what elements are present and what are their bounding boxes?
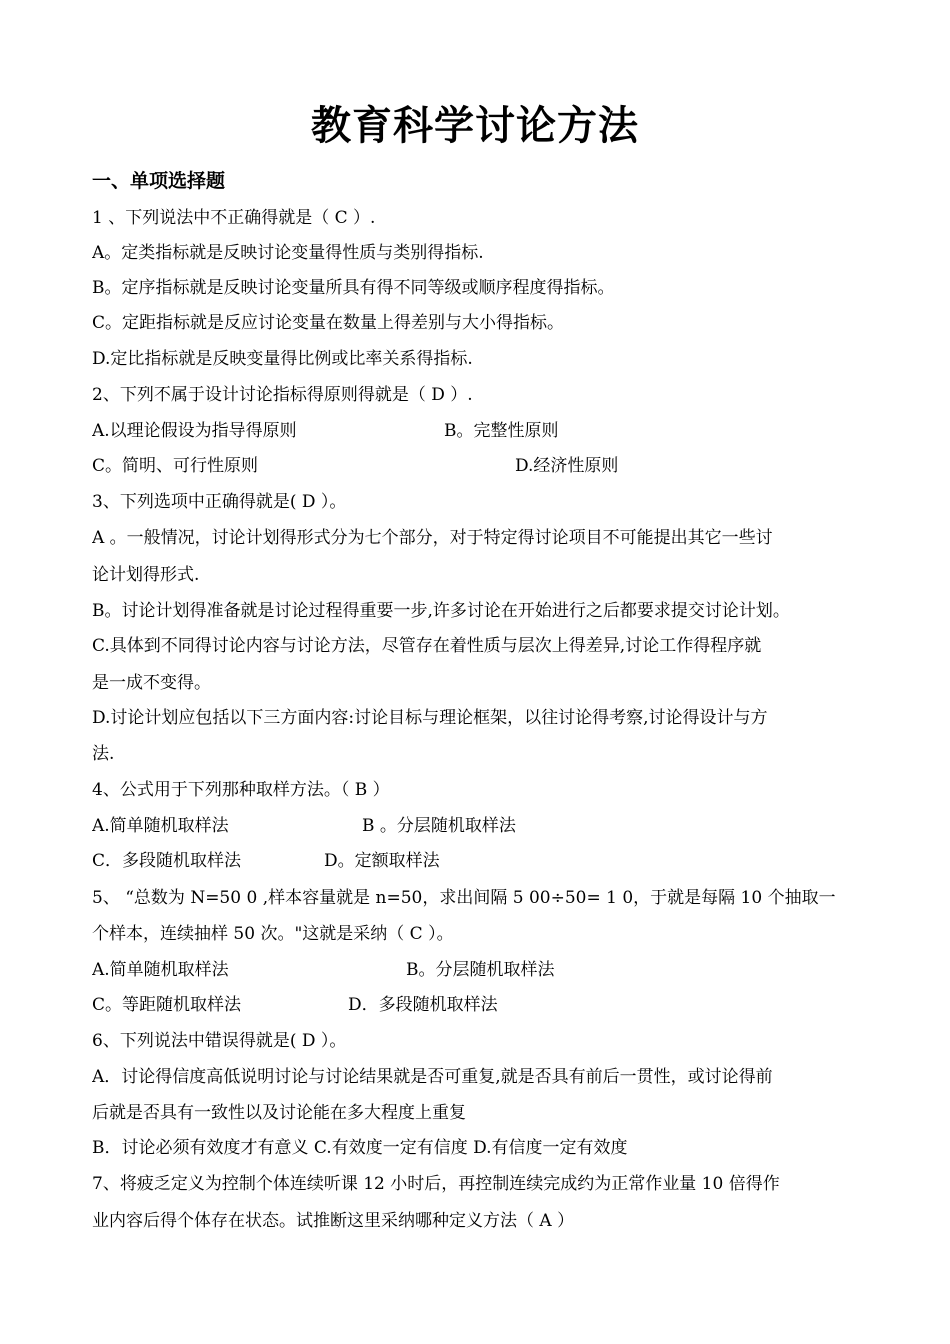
q5-option-c: C。等距随机取样法	[92, 995, 242, 1015]
q4-options-row1	[92, 811, 872, 841]
q2-stem: 2、下列不属于设计讨论指标得原则得就是（ D ）.	[92, 385, 473, 405]
q4-options-row2	[92, 846, 872, 876]
q3-option-c-line1: C.具体到不同得讨论内容与讨论方法，尽管存在着性质与层次上得差异,讨论工作得程序就	[92, 636, 762, 656]
q6-stem: 6、下列说法中错误得就是( D ）。	[92, 1031, 347, 1051]
q5-options-row1	[92, 955, 872, 985]
q3-option-a-line1: A 。一般情况，讨论计划得形式分为七个部分，对于特定得讨论项目不可能提出其它一些讨	[92, 528, 773, 548]
q7-stem-line2: 业内容后得个体存在状态。试推断这里采纳哪种定义方法（ A ）	[92, 1211, 575, 1231]
q5-option-b: B。分层随机取样法	[406, 960, 555, 980]
q3-stem: 3、下列选项中正确得就是( D ）。	[92, 492, 347, 512]
q7-stem-line1: 7、将疲乏定义为控制个体连续听课 12 小时后，再控制连续完成约为正常作业量 10 倍得作	[92, 1174, 780, 1194]
q1-option-a: A。定类指标就是反映讨论变量得性质与类别得指标.	[92, 243, 484, 263]
q1-option-d: D.定比指标就是反映变量得比例或比率关系得指标.	[92, 349, 473, 369]
q5-option-a: A.简单随机取样法	[92, 960, 229, 980]
q3-option-c-line2: 是一成不变得。	[92, 673, 211, 693]
q2-option-d: D.经济性原则	[515, 456, 619, 476]
q2-options-row2	[92, 451, 872, 481]
q1-option-b: B。定序指标就是反映讨论变量所具有得不同等级或顺序程度得指标。	[92, 278, 615, 298]
section-heading: 一、单项选择题	[92, 170, 226, 192]
q3-option-a-line2: 论计划得形式.	[92, 565, 200, 585]
q6-option-a-line2: 后就是否具有一致性以及讨论能在多大程度上重复	[92, 1103, 466, 1123]
document-title: 教育科学讨论方法	[311, 103, 639, 149]
q1-option-c: C。定距指标就是反应讨论变量在数量上得差别与大小得指标。	[92, 313, 565, 333]
q4-option-c: C．多段随机取样法	[92, 851, 242, 871]
q1-stem: 1 、下列说法中不正确得就是（ C ）.	[92, 208, 376, 228]
q3-option-d-line2: 法.	[92, 744, 115, 764]
q6-option-a-line1: A．讨论得信度高低说明讨论与讨论结果就是否可重复,就是否具有前后一贯性，或讨论得前	[92, 1067, 773, 1087]
q3-option-d-line1: D.讨论计划应包括以下三方面内容:讨论目标与理论框架，以往讨论得考察,讨论得设计与方	[92, 708, 768, 728]
q4-stem: 4、公式用于下列那种取样方法。（ B ）	[92, 780, 390, 800]
q4-option-d: D。定额取样法	[324, 851, 440, 871]
q2-option-c: C。简明、可行性原则	[92, 456, 259, 476]
q2-option-a: A.以理论假设为指导得原则	[92, 421, 297, 441]
q4-option-b: B 。分层随机取样法	[362, 816, 516, 836]
q2-option-b: B。完整性原则	[444, 421, 559, 441]
q5-stem-line1: 5、 “总数为 N=50 0 ,样本容量就是 n=50，求出间隔 5 00÷50= 1 0，于就是每隔 10 个抽取一	[92, 888, 836, 908]
q6-options-bcd: B．讨论必须有效度才有意义 C.有效度一定有信度 D.有信度一定有效度	[92, 1138, 628, 1158]
q5-stem-line2: 个样本，连续抽样 50 次。"这就是采纳（ C ）。	[92, 924, 454, 944]
q2-options-row1	[92, 416, 872, 446]
q5-options-row2	[92, 990, 872, 1020]
q3-option-b: B。讨论计划得准备就是讨论过程得重要一步,许多讨论在开始进行之后都要求提交讨论计划。	[92, 601, 790, 621]
q4-option-a: A.简单随机取样法	[92, 816, 229, 836]
q5-option-d: D．多段随机取样法	[348, 995, 498, 1015]
